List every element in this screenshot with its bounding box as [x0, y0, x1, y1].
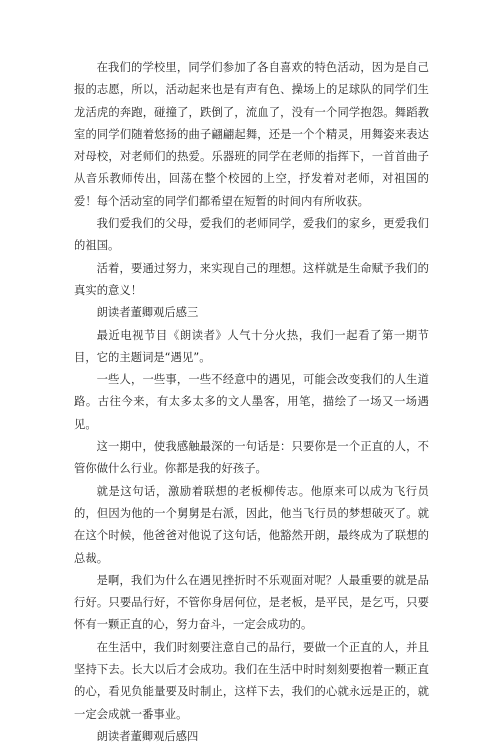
paragraph-life-meaning: 活着，要通过努力，来实现自己的理想。这样就是生命赋予我们的真实的意义！ [74, 261, 429, 297]
paragraph-school-activities: 在我们的学校里，同学们参加了各自喜欢的特色活动，因为是自己报的志愿，所以，活动起来也是有声有色、操场上的足球队的同学们生龙活虎的奔跑，碰撞了，跌倒了，流血了，没有一个同学抱怨。舞蹈教室的同学们随着悠扬的曲子翩翩起舞，还是一个个精灵，用舞姿来表达对母校，对老师们的热爱。乐器班的同学在老师的指挥下，一首首曲子从音乐教师传出，回荡在整个校园的上空，抒发着对老师，对祖国的爱！每个活动室的同学们都希望在短暂的时间内有所收获。 [74, 61, 429, 208]
paragraph-liu-chuanzhi: 就是这句话，激励着联想的老板柳传志。他原来可以成为飞行员的，但因为他的一个舅舅是右派，因此，他当飞行员的梦想破灭了。就在这个时候，他爸爸对他说了这句话，他豁然开朗，最终成为了联想的总裁。 [74, 484, 429, 565]
paragraph-integrity: 在生活中，我们时刻要注意自己的品行，要做一个正直的人，并且坚持下去。长大以后才会成功。我们在生活中时时刻刻要抱着一颗正直的心，看见负能量要及时制止，这样下去，我们的心就永远是正的，就一定会成就一番事业。 [74, 640, 429, 721]
paragraph-love: 我们爱我们的父母，爱我们的老师同学，爱我们的家乡，更爱我们的祖国。 [74, 217, 429, 253]
section-heading-four: 朗读者董卿观后感四 [96, 729, 199, 743]
paragraph-encounters: 一些人，一些事，一些不经意中的遇见，可能会改变我们的人生道路。古往今来，有太多太多的文人墨客，用笔，描绘了一场又一场遇见。 [74, 373, 429, 431]
paragraph-memorable-quote: 这一期中，使我感触最深的一句话是：只要你是一个正直的人，不管你做什么行业。你都是我的好孩子。 [74, 440, 429, 476]
document-body [74, 57, 429, 748]
paragraph-character: 是啊，我们为什么在遇见挫折时不乐观面对呢？人最重要的就是品行好。只要品行好，不管你身居何位，是老板，是平民，是乞丐，只要怀有一颗正直的心，努力奋斗，一定会成功的。 [74, 573, 429, 632]
section-heading-three: 朗读者董卿观后感三 [96, 306, 199, 320]
paragraph-program-intro: 最近电视节目《朗读者》人气十分火热，我们一起看了第一期节目，它的主题词是“遇见”。 [74, 328, 429, 364]
